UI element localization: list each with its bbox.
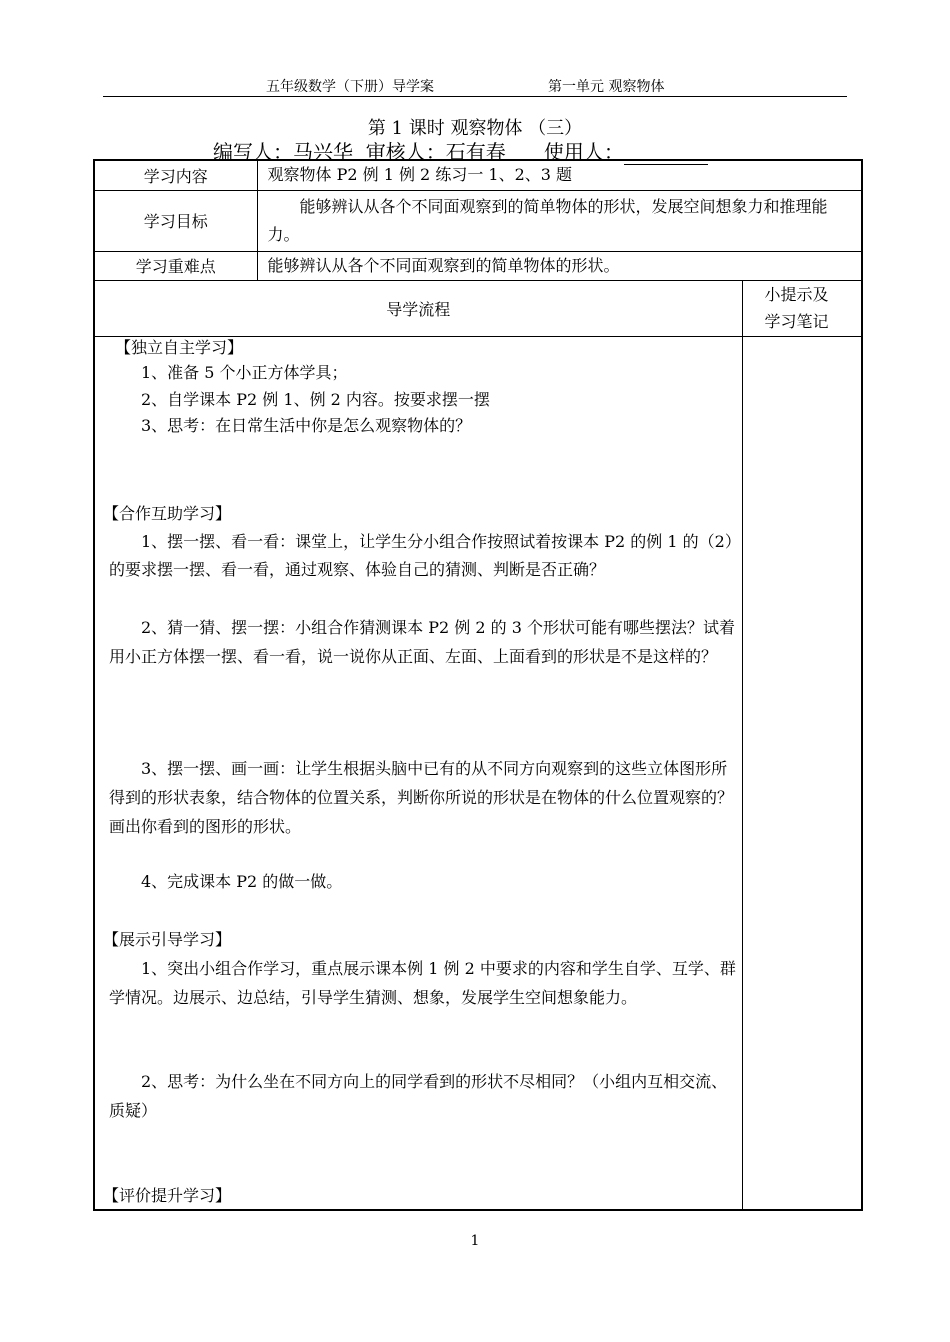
section-display-title: 【展示引导学习】 (103, 929, 232, 949)
guide-table (93, 159, 863, 1211)
section-independent-title: 【独立自主学习】 (115, 337, 244, 357)
section-display-item-2: 2、思考：为什么坐在不同方向上的同学看到的形状不尽相同？（小组内互相交流、质疑） (109, 1071, 728, 1120)
header-rule (103, 96, 847, 97)
section-independent-item-2: 2、自学课本 P2 例 1、例 2 内容。按要求摆一摆 (141, 389, 490, 409)
section-independent-item-3: 3、思考：在日常生活中你是怎么观察物体的？ (141, 415, 472, 435)
goal-value (257, 190, 862, 251)
section-display-item-1: 1、突出小组合作学习，重点展示课本例 1 例 2 中要求的内容和学生自学、互学、群学情况。边展示、边总结，引导学生猜测、想象，发展学生空间想象能力。 (109, 958, 736, 1007)
flow-heading: 导学流程 (94, 280, 742, 336)
section-cooperative-item-2: 2、猜一猜、摆一摆：小组合作猜测课本 P2 例 2 的 3 个形状可能有哪些摆法？试着用小正方体摆一摆、看一看，说一说你从正面、左面、上面看到的形状是不是这样的？ (109, 617, 736, 666)
notes-column[interactable] (742, 336, 862, 1210)
tips-heading-line2: 学习笔记 (764, 312, 829, 331)
section-cooperative-title: 【合作互助学习】 (103, 503, 232, 523)
goal-text: 能够辨认从各个不同面观察到的简单物体的形状，发展空间想象力和推理能力。 (267, 196, 828, 244)
tips-heading-line1: 小提示及 (764, 285, 829, 304)
lesson-title: 第 1 课时 观察物体 （三） (367, 118, 583, 139)
content-label: 学习内容 (94, 160, 257, 190)
key-value: 能够辨认从各个不同面观察到的简单物体的形状。 (257, 251, 862, 280)
page-number: 1 (470, 1233, 480, 1249)
page-header (0, 76, 950, 96)
section-cooperative-item-4: 4、完成课本 P2 的做一做。 (141, 871, 343, 891)
header-right: 第一单元 观察物体 (548, 79, 665, 95)
flow-body (94, 336, 742, 1210)
tips-heading (742, 280, 862, 336)
section-independent-item-1: 1、准备 5 个小正方体学具； (141, 362, 348, 382)
section-evaluation-title: 【评价提升学习】 (103, 1185, 232, 1205)
key-label: 学习重难点 (94, 251, 257, 280)
section-cooperative-item-3: 3、摆一摆、画一画：让学生根据头脑中已有的从不同方向观察到的这些立体图形所得到的形状表象，结合物体的位置关系，判断你所说的形状是在物体的什么位置观察的？画出你看到的图形的形状。 (109, 758, 734, 836)
goal-label: 学习目标 (94, 190, 257, 251)
header-left: 五年级数学（下册）导学案 (266, 79, 434, 95)
content-value: 观察物体 P2 例 1 例 2 练习一 1、2、3 题 (257, 160, 862, 190)
section-cooperative-item-1: 1、摆一摆、看一看：课堂上，让学生分小组合作按照试着按课本 P2 的例 1 的（2）的要求摆一摆、看一看，通过观察、体验自己的猜测、判断是否正确？ (109, 531, 733, 579)
authors-text: 编写人：马兴华 审核人：石有春 使用人： (213, 140, 624, 164)
